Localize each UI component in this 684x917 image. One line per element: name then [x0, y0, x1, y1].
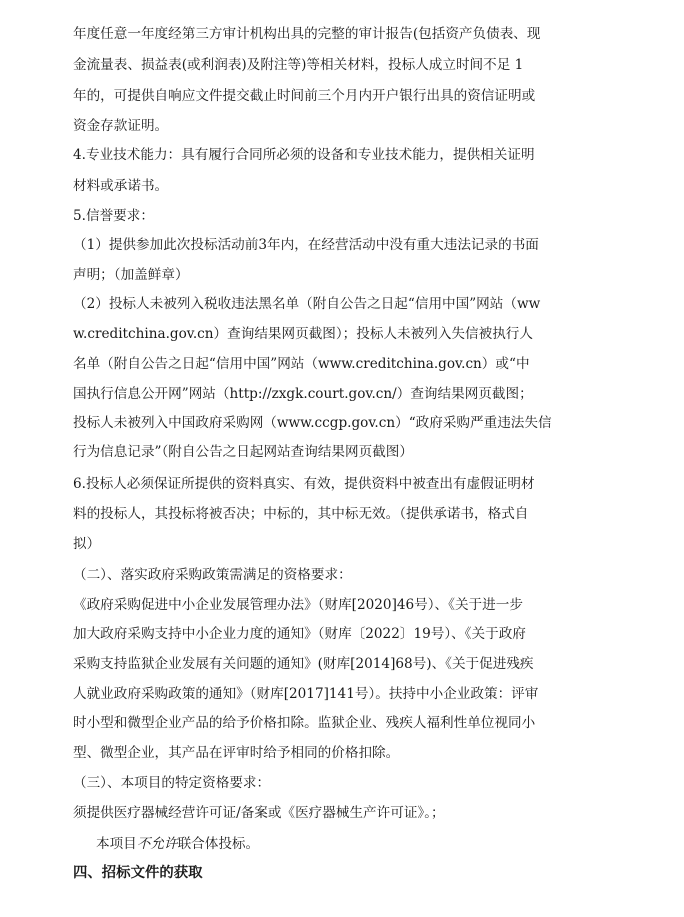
text-line: 国执行信息公开网”网站（http://zxgk.court.gov.cn/）查询结果网页截图； [73, 386, 533, 402]
text-line: 声明；（加盖鲜章） [73, 267, 189, 283]
text-line: 材料或承诺书。 [73, 178, 169, 194]
text-line: 5.信誉要求： [73, 208, 154, 224]
text-line: 加大政府采购支持中小企业力度的通知》（财库〔2022〕19号）、《关于政府 [73, 626, 526, 642]
consortium-prefix: 本项目 [96, 836, 137, 852]
text-line: 《政府采购促进中小企业发展管理办法》（财库[2020]46号）、《关于进一步 [73, 597, 523, 613]
text-line: 4.专业技术能力：具有履行合同所必须的设备和专业技术能力，提供相关证明 [73, 147, 535, 163]
text-line: （二）、落实政府采购政策需满足的资格要求： [73, 567, 352, 583]
consortium-line [96, 834, 636, 854]
text-line: 名单（附自公告之日起“信用中国”网站（www.creditchina.gov.cn）或“中 [73, 356, 530, 372]
text-line: 行为信息记录”（附自公告之日起网站查询结果网页截图） [73, 444, 413, 460]
text-line: 人就业政府采购政策的通知》（财库[2017]141号）。扶持中小企业政策：评审 [73, 686, 539, 702]
text-line: 年度任意一年度经第三方审计机构出具的完整的审计报告(包括资产负债表、现 [73, 26, 541, 42]
consortium-suffix: 联合体投标。 [177, 836, 260, 852]
text-line: 年的，可提供自响应文件提交截止时间前三个月内开户银行出具的资信证明或 [73, 88, 536, 104]
text-line: 型、微型企业，其产品在评审时给予相同的价格扣除。 [73, 745, 400, 761]
consortium-emphasis: 不允许 [136, 836, 178, 852]
text-line: 金流量表、损益表(或利润表)及附注等)等相关材料，投标人成立时间不足 1 [73, 57, 524, 73]
text-line: 料的投标人，其投标将被否决；中标的，其中标无效。（提供承诺书，格式自 [73, 506, 529, 522]
text-line: w.creditchina.gov.cn）查询结果网页截图）；投标人未被列入失信被执行人 [73, 326, 533, 342]
text-line: 时小型和微型企业产品的给予价格扣除。监狱企业、残疾人福利性单位视同小 [73, 715, 536, 731]
text-line: （2）投标人未被列入税收违法黑名单（附自公告之日起“信用中国”网站（ww [73, 296, 541, 312]
text-line: 资金存款证明。 [73, 118, 169, 134]
text-line: 须提供医疗器械经营许可证/备案或《医疗器械生产许可证》。； [73, 805, 445, 821]
text-line: 6.投标人必须保证所提供的资料真实、有效，提供资料中被查出有虚假证明材 [73, 476, 535, 492]
text-line: （1）提供参加此次投标活动前3年内，在经营活动中没有重大违法记录的书面 [73, 237, 539, 253]
text-line: 采购支持监狱企业发展有关问题的通知》(财库[2014]68号)、《关于促进残疾 [73, 656, 534, 672]
text-line: 投标人未被列入中国政府采购网（www.ccgp.gov.cn）“政府采购严重违法失信 [73, 415, 552, 431]
text-line: 拟） [73, 536, 101, 552]
text-line: （三）、本项目的特定资格要求： [73, 775, 271, 791]
section-heading: 四、招标文件的获取 [73, 864, 203, 881]
